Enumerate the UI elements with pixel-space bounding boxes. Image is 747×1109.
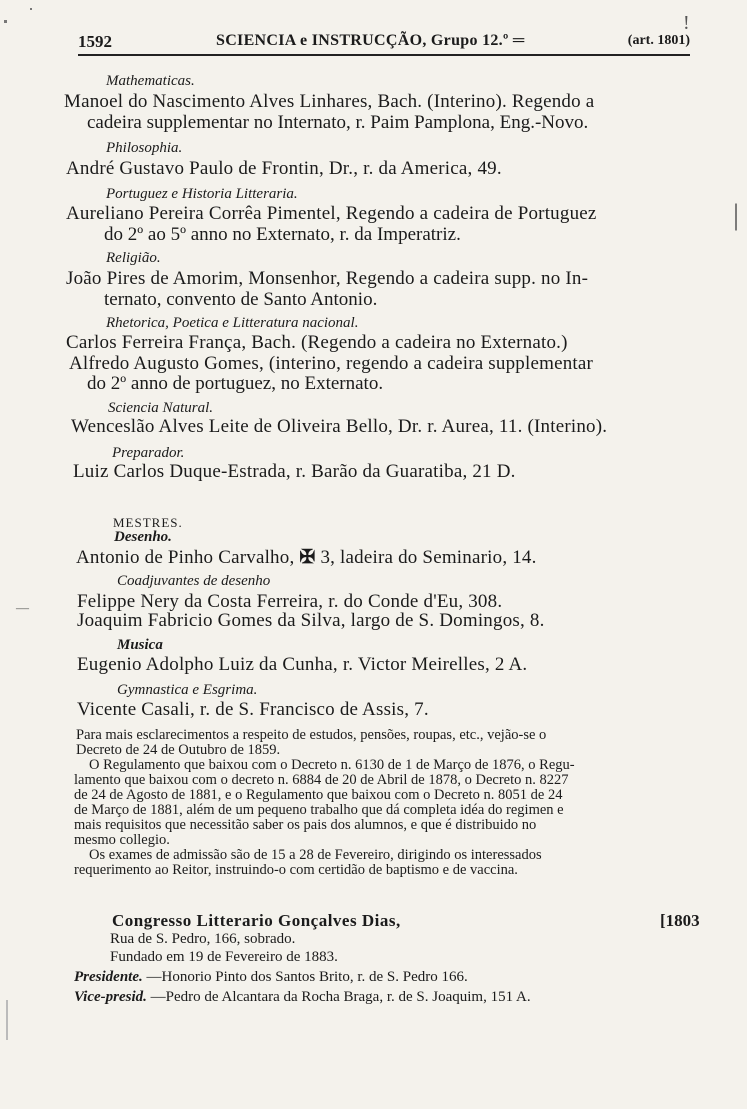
- entry-line: Wenceslão Alves Leite de Oliveira Bello, Dr. r. Aurea, 11. (Interino).: [71, 416, 608, 437]
- entry-line: João Pires de Amorim, Monsenhor, Regendo a cadeira supp. no In-: [66, 268, 589, 289]
- officer-line: [74, 989, 531, 1006]
- running-title: SCIENCIA e INSTRUCÇÃO, Grupo 12.º ═: [216, 32, 525, 49]
- page-edge-shadow: [6, 1000, 8, 1040]
- note-line: requerimento ao Reitor, instruindo-o com certidão de baptismo e de vaccina.: [74, 862, 518, 878]
- address-line: Rua de S. Pedro, 166, sobrado.: [110, 931, 296, 947]
- entry-line: Carlos Ferreira França, Bach. (Regendo a cadeira no Externato.): [66, 332, 568, 353]
- note-line: Para mais esclarecimentos a respeito de estudos, pensões, roupas, etc., vejão-se o: [76, 727, 547, 743]
- page-number: 1592: [78, 32, 112, 51]
- category-heading: Rhetorica, Poetica e Litteratura nacional.: [106, 315, 359, 331]
- note-line: mais requisitos que necessitão saber os pais dos alumnos, e que é distribuido no: [74, 817, 537, 833]
- section-heading: MESTRES.: [113, 515, 183, 530]
- category-heading: Preparador.: [112, 445, 185, 461]
- article-reference: (art. 1801): [627, 33, 690, 48]
- entry-address: 3, ladeira do Seminario, 14.: [320, 547, 537, 568]
- note-line: de Março de 1881, além de um pequeno trabalho que dá completa idéa do regimen e: [74, 802, 564, 818]
- entry-line: Manoel do Nascimento Alves Linhares, Bach. (Interino). Regendo a: [64, 91, 595, 112]
- institution-title: Congresso Litterario Gonçalves Dias,: [112, 911, 401, 930]
- entry-line: Alfredo Augusto Gomes, (interino, regendo a cadeira supplementar: [69, 353, 594, 374]
- entry-line: [76, 546, 537, 569]
- officer-role: Vice-presid.: [74, 989, 147, 1005]
- entry-line: Vicente Casali, r. de S. Francisco de Assis, 7.: [77, 699, 429, 720]
- officer-line: [74, 969, 468, 986]
- officer-name: —Honorio Pinto dos Santos Brito, r. de S. Pedro 166.: [146, 969, 468, 985]
- margin-mark: |: [733, 198, 740, 231]
- entry-line: Joaquim Fabricio Gomes da Silva, largo de S. Domingos, 8.: [77, 610, 545, 631]
- margin-mark: —: [16, 600, 29, 615]
- margin-mark: !: [683, 12, 690, 34]
- entry-name: Antonio de Pinho Carvalho,: [76, 547, 295, 568]
- note-line: Decreto de 24 de Outubro de 1859.: [76, 742, 281, 758]
- note-line: lamento que baixou com o decreto n. 6884 de 20 de Abril de 1878, o Decreto n. 8227: [74, 772, 569, 788]
- cross-icon: ✠: [299, 547, 316, 568]
- category-heading: Sciencia Natural.: [108, 400, 213, 416]
- entry-line: Eugenio Adolpho Luiz da Cunha, r. Victor Meirelles, 2 A.: [77, 654, 528, 675]
- note-line: Os exames de admissão são de 15 a 28 de Fevereiro, dirigindo os interessados: [89, 847, 542, 863]
- category-heading: Coadjuvantes de desenho: [117, 573, 271, 589]
- print-speck: [4, 20, 7, 23]
- entry-line: Aureliano Pereira Corrêa Pimentel, Regendo a cadeira de Portuguez: [66, 203, 597, 224]
- note-line: mesmo collegio.: [74, 832, 170, 848]
- article-number: [1803: [660, 911, 700, 930]
- category-heading: Gymnastica e Esgrima.: [117, 682, 258, 698]
- note-line: de 24 de Agosto de 1881, e o Regulamento que baixou com o Decreto n. 8051 de 24: [74, 787, 563, 803]
- page-header: [78, 30, 690, 56]
- entry-continuation: ternato, convento de Santo Antonio.: [104, 289, 378, 310]
- entry-continuation: do 2º anno de portuguez, no Externato.: [87, 373, 384, 394]
- category-heading: Mathematicas.: [106, 73, 195, 89]
- entry-line: Felippe Nery da Costa Ferreira, r. do Conde d'Eu, 308.: [77, 591, 503, 612]
- officer-role: Presidente.: [74, 969, 143, 985]
- category-heading: Musica: [117, 637, 163, 653]
- entry-line: Luiz Carlos Duque-Estrada, r. Barão da Guaratiba, 21 D.: [73, 461, 516, 482]
- entry-continuation: cadeira supplementar no Internato, r. Paim Pamplona, Eng.-Novo.: [87, 112, 589, 133]
- entry-line: André Gustavo Paulo de Frontin, Dr., r. da America, 49.: [66, 158, 502, 179]
- category-heading: Desenho.: [114, 529, 172, 545]
- entry-continuation: do 2º ao 5º anno no Externato, r. da Imperatriz.: [104, 224, 461, 245]
- print-speck: [30, 8, 32, 10]
- note-line: O Regulamento que baixou com o Decreto n. 6130 de 1 de Março de 1876, o Regu-: [89, 757, 575, 773]
- category-heading: Portuguez e Historia Litteraria.: [106, 186, 298, 202]
- founded-line: Fundado em 19 de Fevereiro de 1883.: [110, 949, 338, 965]
- category-heading: Religião.: [106, 250, 161, 266]
- officer-name: —Pedro de Alcantara da Rocha Braga, r. de S. Joaquim, 151 A.: [150, 989, 531, 1005]
- category-heading: Philosophia.: [106, 140, 183, 156]
